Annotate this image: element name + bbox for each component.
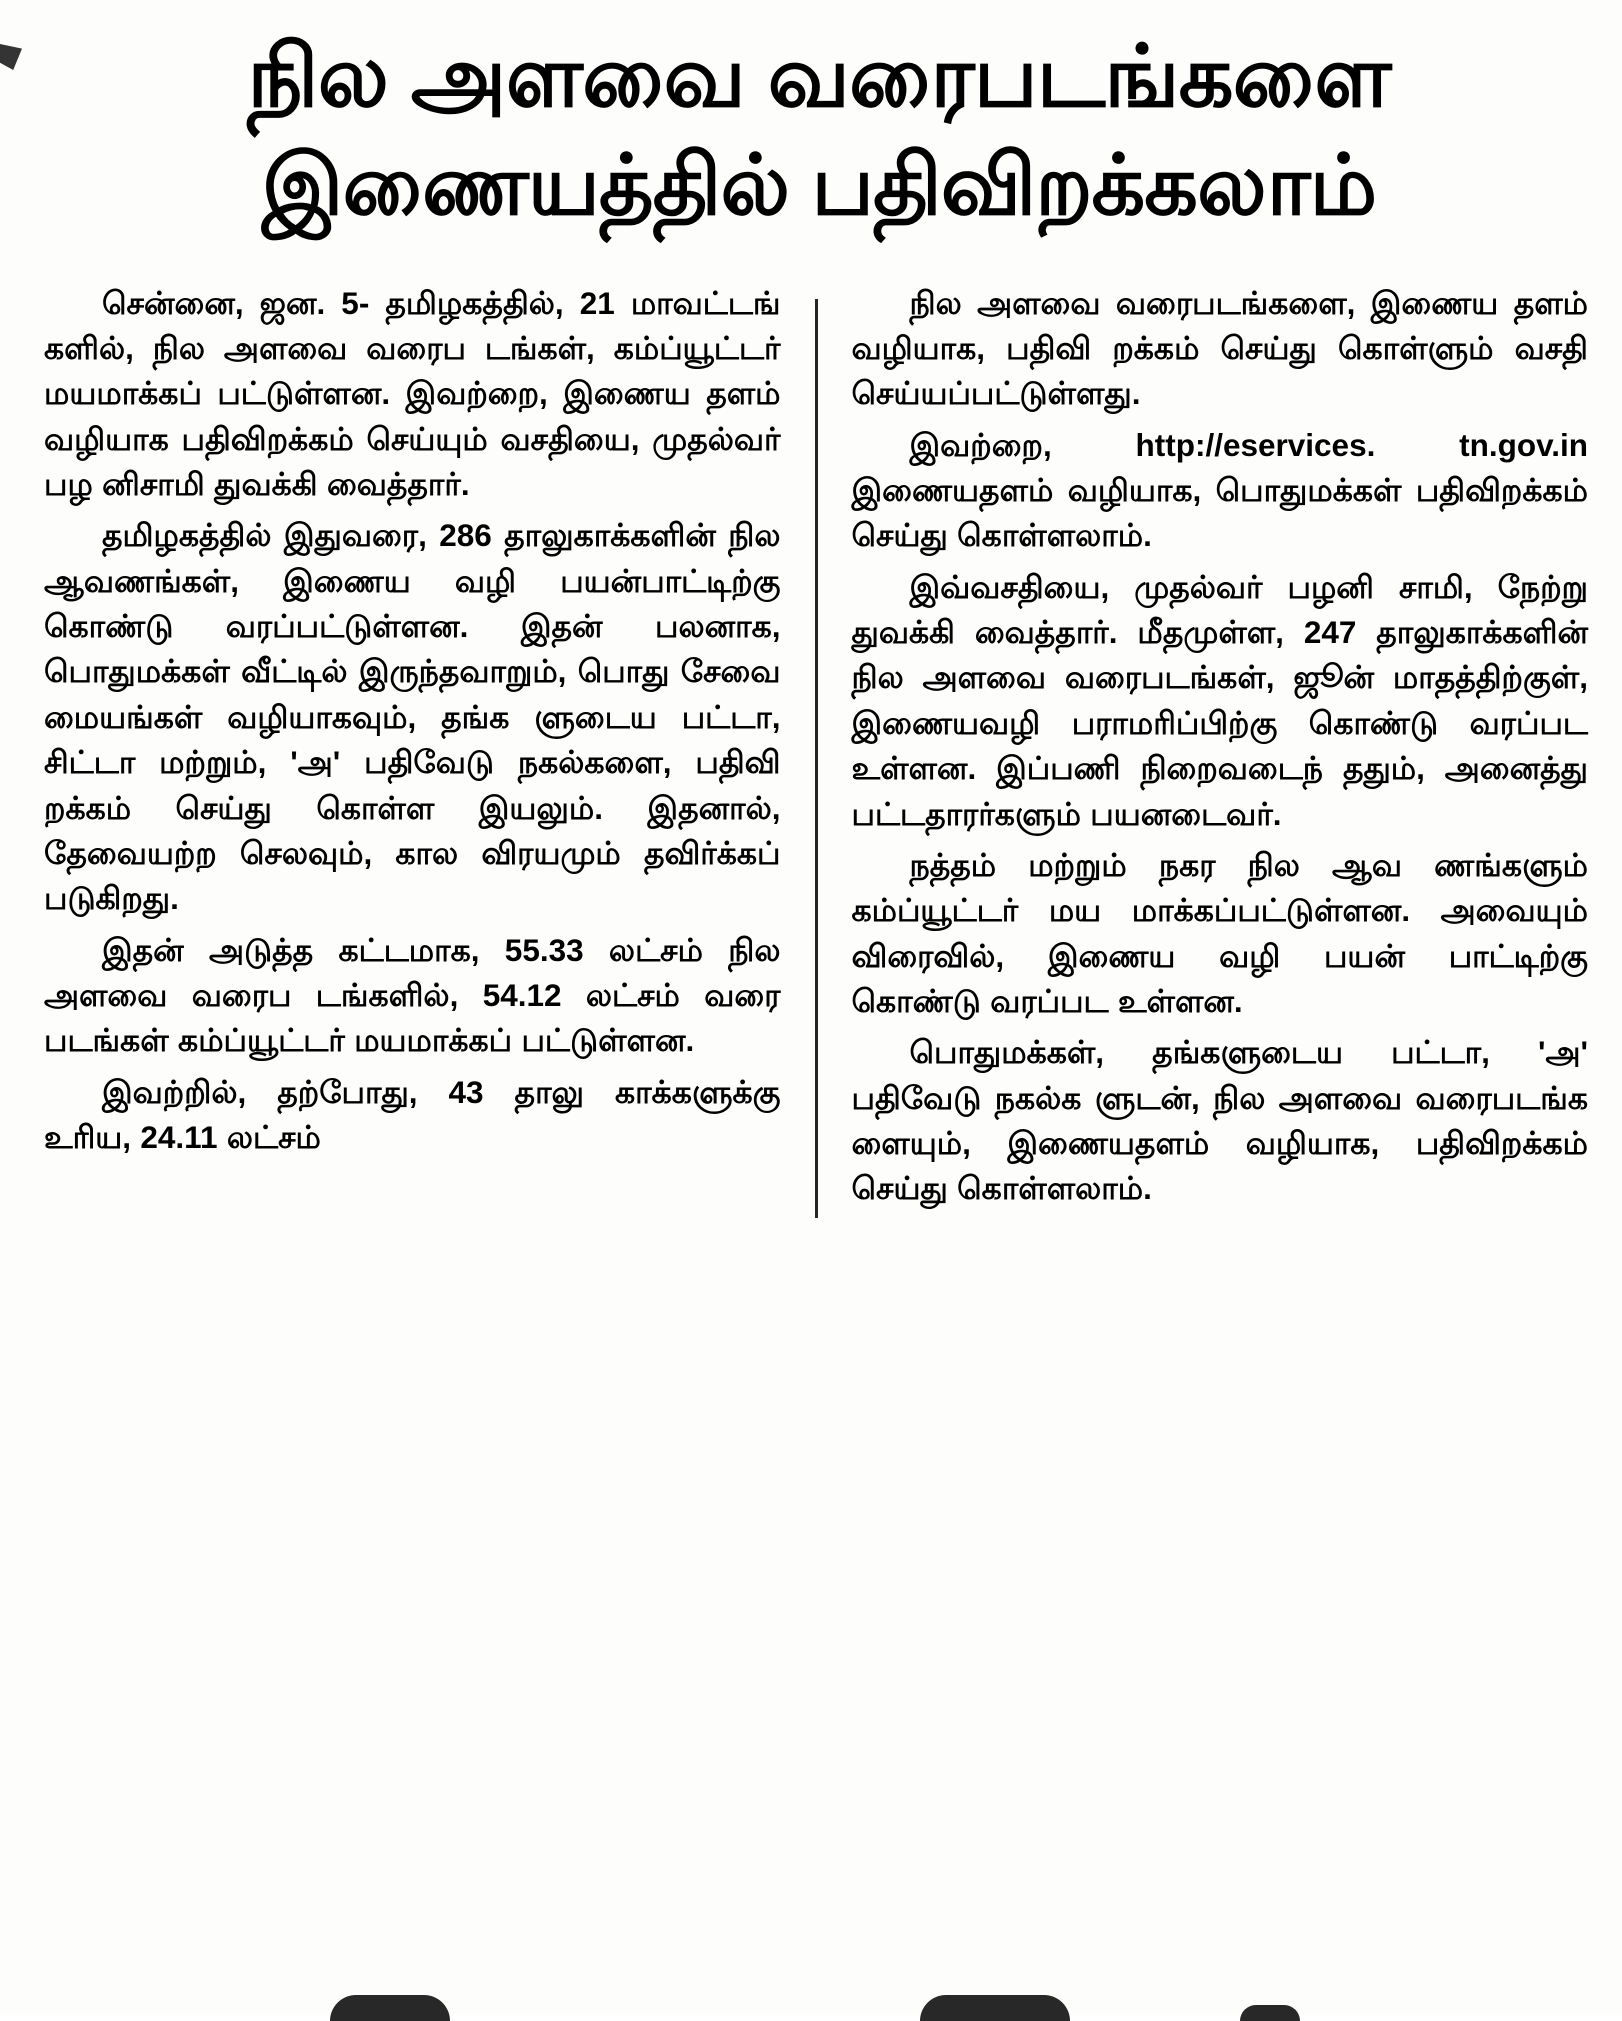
- ink-blob: [920, 1995, 1070, 2021]
- paragraph: நில அளவை வரைபடங்களை, இணைய தளம் வழியாக, பதிவி றக்கம் செய்து கொள்ளும் வசதி செய்யப்பட்டுள்ளது.: [851, 284, 1588, 412]
- bottom-ink-marks: [0, 1989, 1622, 2015]
- paragraph: தமிழகத்தில் இதுவரை, 286 தாலுகாக்களின் நில ஆவணங்கள், இணைய வழி பயன்பாட்டிற்கு கொண்டு வரப்பட்டுள்ளன. இதன் பலனாக, பொதுமக்கள் வீட்டில் இருந்தவாறும், பொது சேவை மையங்கள் வழியாகவும், தங்க ளுடைய பட்டா, சிட்டா மற்றும், 'அ' பதிவேடு நகல்களை, பதிவி றக்கம் செய்து கொள்ள இயலும். இதனால், தேவையற்ற செலவும், கால விரயமும் தவிர்க்கப் படுகிறது.: [44, 517, 781, 917]
- paragraph: நத்தம் மற்றும் நகர நில ஆவ ணங்களும் கம்ப்யூட்டர் மய மாக்கப்பட்டுள்ளன. அவையும் விரைவில், இணைய வழி பயன் பாட்டிற்கு கொண்டு வரப்பட உள்ளன.: [851, 846, 1588, 1019]
- paragraph-text: தமிழகத்தில், 21 மாவட்டங் களில், நில அளவை வரைப டங்கள், கம்ப்யூட்டர் மயமாக்கப் பட்டுள்ளன. இவற்றை, இணைய தளம் வழியாக பதிவிறக்கம் செய்யும் வசதியை, முதல்வர் பழ னிசாமி துவக்கி வைத்தார்.: [44, 284, 781, 503]
- paragraph: இதன் அடுத்த கட்டமாக, 55.33 லட்சம் நில அளவை வரைப டங்களில், 54.12 லட்சம் வரை படங்கள் கம்ப்யூட்டர் மயமாக்கப் பட்டுள்ளன.: [44, 931, 781, 1059]
- column-right: [852, 281, 1589, 1218]
- paragraph-with-url: இவற்றை, http://eservices. tn.gov.in இணையதளம் வழியாக, பொதுமக்கள் பதிவிறக்கம் செய்து கொள்ளலாம்.: [851, 426, 1588, 554]
- dateline: சென்னை, ஜன. 5-: [102, 284, 370, 321]
- ink-blob: [330, 1995, 450, 2021]
- article-body: [0, 259, 1622, 1218]
- headline-line-2: இணையத்தில் பதிவிறக்கலாம்: [261, 138, 1377, 233]
- column-left: [44, 281, 781, 1218]
- headline: [0, 0, 1622, 240]
- paragraph: [44, 281, 781, 508]
- paragraph: இவ்வசதியை, முதல்வர் பழனி சாமி, நேற்று துவக்கி வைத்தார். மீதமுள்ள, 247 தாலுகாக்களின் நில அளவை வரைபடங்கள், ஜூன் மாதத்திற்குள், இணையவழி பராமரிப்பிற்கு கொண்டு வரப்பட உள்ளன. இப்பணி நிறைவடைந் ததும், அனைத்து பட்டதாரர்களும் பயனடைவர்.: [851, 568, 1588, 832]
- paragraph: இவற்றில், தற்போது, 43 தாலு காக்களுக்கு உரிய, 24.11 லட்சம்: [44, 1073, 781, 1156]
- headline-line-1: நில அளவை வரைபடங்களை: [247, 29, 1391, 125]
- column-divider: [815, 299, 818, 1218]
- paragraph: பொதுமக்கள், தங்களுடைய பட்டா, 'அ' பதிவேடு நகல்க ளுடன், நில அளவை வரைபடங்க ளையும், இணையதளம் வழியாக, பதிவிறக்கம் செய்து கொள்ளலாம்.: [851, 1034, 1588, 1207]
- ink-blob: [1240, 2005, 1300, 2021]
